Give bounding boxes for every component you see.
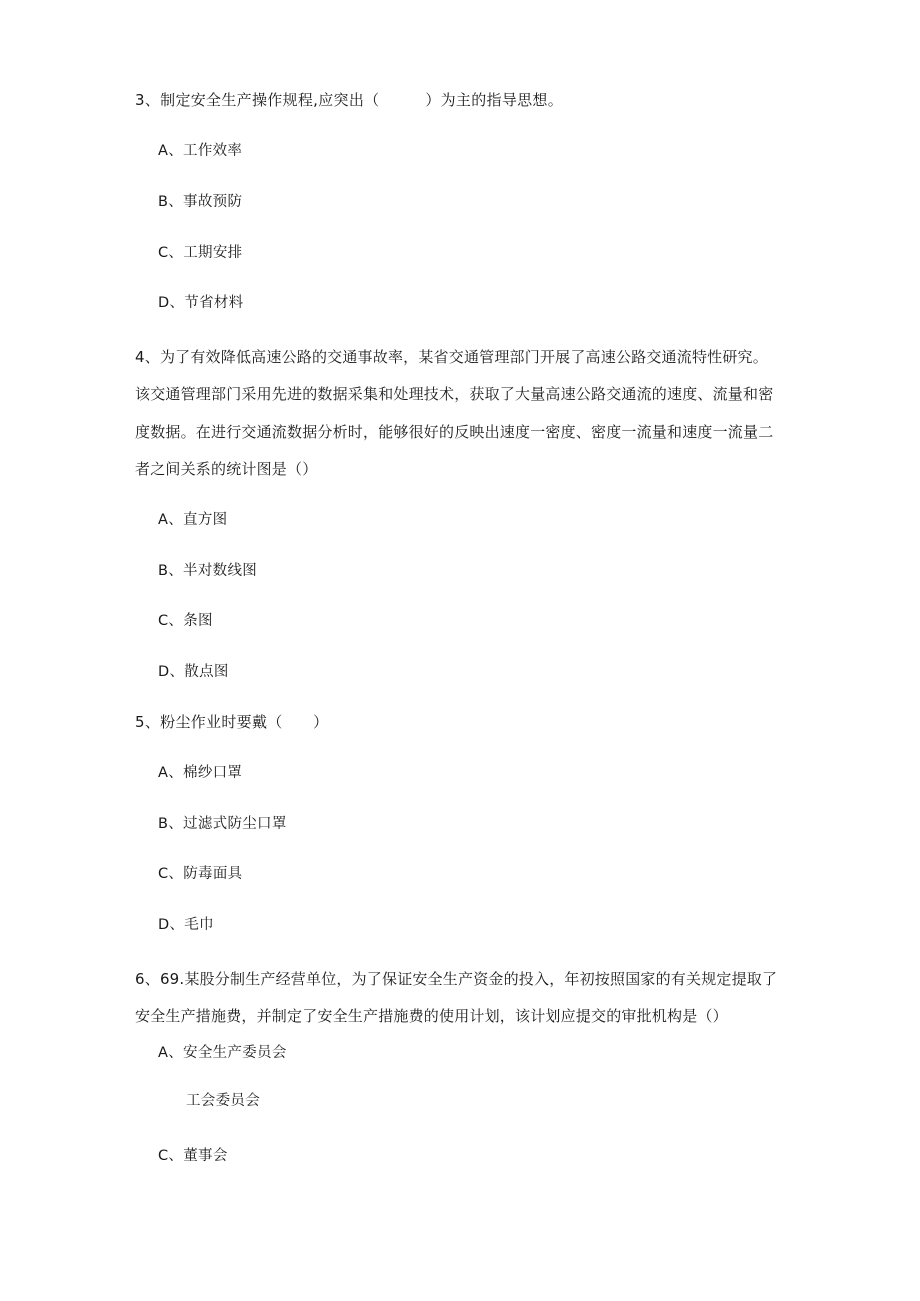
question-5-option-b: B、过滤式防尘口罩 [158, 816, 287, 832]
question-6-stem-line-2: 安全生产措施费，并制定了安全生产措施费的使用计划，该计划应提交的审批机构是（） [135, 1007, 728, 1025]
question-4-option-d: D、散点图 [158, 664, 229, 680]
question-6-option-c: C、董事会 [158, 1148, 228, 1164]
question-4-stem-line-3: 度数据。在进行交通流数据分析时，能够很好的反映出速度一密度、密度一流量和速度一流量二 [135, 423, 774, 441]
question-4-option-c: C、条图 [158, 613, 213, 629]
question-5-option-d: D、毛巾 [158, 917, 214, 933]
question-5-number: 5、 [135, 713, 161, 731]
question-4-stem-line-1: 4、为了有效降低高速公路的交通事故率，某省交通管理部门开展了高速公路交通流特性研究。 [135, 348, 768, 366]
question-3-option-b: B、事故预防 [158, 194, 243, 210]
question-5-option-c: C、防毒面具 [158, 866, 243, 882]
question-6-option-a: A、安全生产委员会 [158, 1045, 287, 1061]
question-6-option-b: 工会委员会 [186, 1093, 260, 1109]
question-4-option-b: B、半对数线图 [158, 563, 258, 579]
question-3-option-c: C、工期安排 [158, 245, 243, 261]
question-6-stem-line-1: 6、69.某股分制生产经营单位，为了保证安全生产资金的投入，年初按照国家的有关规定提取了 [135, 970, 778, 988]
question-4-stem-line-2: 该交通管理部门采用先进的数据采集和处理技术，获取了大量高速公路交通流的速度、流量和密 [135, 385, 774, 403]
question-5-option-a: A、棉纱口罩 [158, 765, 243, 781]
question-3-option-a: A、工作效率 [158, 143, 243, 159]
question-3-number: 3、 [135, 91, 161, 109]
question-4-stem-line-4: 者之间关系的统计图是（） [135, 460, 318, 478]
question-4-option-a: A、直方图 [158, 512, 228, 528]
question-5-text: 粉尘作业时要戴（ ） [160, 713, 329, 731]
question-3-option-d: D、节省材料 [158, 295, 244, 311]
question-3-text: 制定安全生产操作规程,应突出（ ）为主的指导思想。 [160, 91, 564, 109]
question-3-stem [135, 90, 563, 110]
question-5-stem [135, 712, 328, 732]
